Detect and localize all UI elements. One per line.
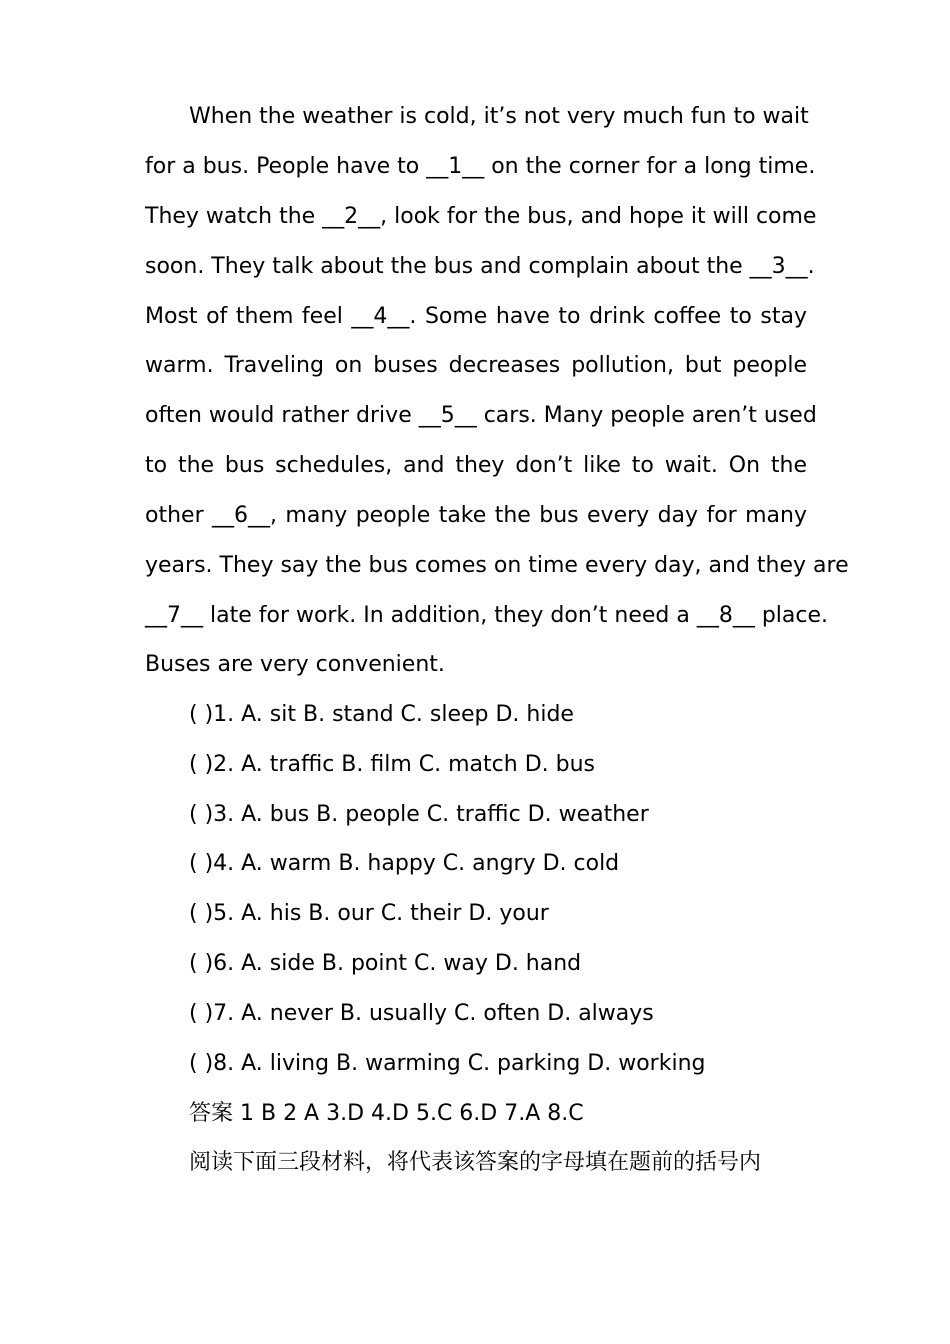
passage-line: soon. They talk about the bus and complain about the __3__. <box>145 254 815 279</box>
passage-line: warm. Traveling on buses decreases pollution, but people <box>145 353 807 378</box>
question-5: ( )5. A. his B. our C. their D. your <box>189 901 549 926</box>
passage-line: Buses are very convenient. <box>145 652 445 677</box>
passage-line: When the weather is cold, it’s not very much fun to wait <box>189 104 809 129</box>
section-instruction: 阅读下面三段材料，将代表该答案的字母填在题前的括号内 <box>189 1150 762 1175</box>
passage-line: Most of them feel __4__. Some have to drink coffee to stay <box>145 304 807 329</box>
question-4: ( )4. A. warm B. happy C. angry D. cold <box>189 851 620 876</box>
question-8: ( )8. A. living B. warming C. parking D. working <box>189 1051 706 1076</box>
question-1: ( )1. A. sit B. stand C. sleep D. hide <box>189 702 574 727</box>
passage-line: for a bus. People have to __1__ on the corner for a long time. <box>145 154 816 179</box>
question-7: ( )7. A. never B. usually C. often D. always <box>189 1001 654 1026</box>
passage-line: They watch the __2__, look for the bus, and hope it will come <box>145 204 817 229</box>
answer-key: 答案 1 B 2 A 3.D 4.D 5.C 6.D 7.A 8.C <box>189 1101 584 1126</box>
passage-line: __7__ late for work. In addition, they don’t need a __8__ place. <box>145 603 828 628</box>
passage-line: years. They say the bus comes on time every day, and they are <box>145 553 849 578</box>
question-2: ( )2. A. traffic B. film C. match D. bus <box>189 752 595 777</box>
passage-line: to the bus schedules, and they don’t like to wait. On the <box>145 453 807 478</box>
passage-line: often would rather drive __5__ cars. Many people aren’t used <box>145 403 817 428</box>
question-6: ( )6. A. side B. point C. way D. hand <box>189 951 582 976</box>
passage-line: other __6__, many people take the bus every day for many <box>145 503 807 528</box>
question-3: ( )3. A. bus B. people C. traffic D. weather <box>189 802 649 827</box>
